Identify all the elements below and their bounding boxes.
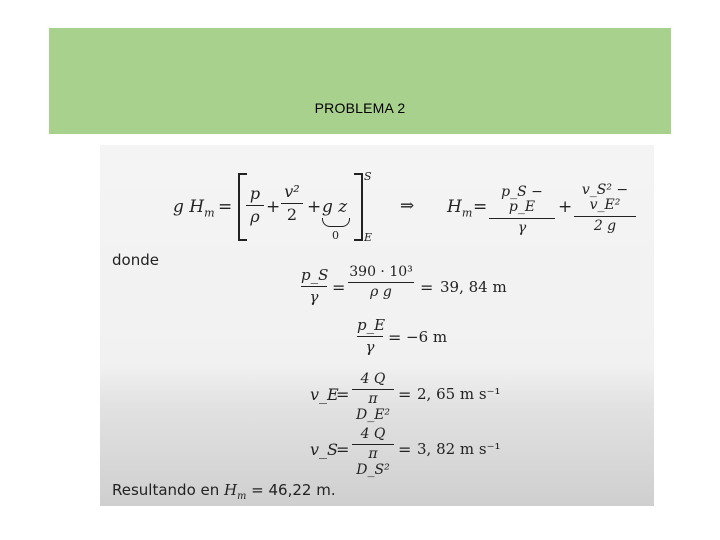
eq1-rhs-pressure-term: p_S − p_E γ	[489, 185, 555, 236]
right-bracket	[354, 173, 363, 241]
eq5-value: 3, 82 m s⁻¹	[417, 440, 501, 458]
equation-panel	[100, 145, 654, 506]
eq5-equals-1: =	[336, 440, 350, 459]
result-text: Resultando en	[112, 481, 220, 499]
underbrace-value: 0	[332, 229, 339, 242]
underbrace	[322, 218, 350, 227]
bracket-sup: S	[364, 170, 372, 183]
eq2-equals-2: =	[420, 278, 434, 297]
eq1-rhs-velocity-term: v_S² − v_E² 2 g	[574, 183, 636, 234]
title-banner	[49, 28, 671, 134]
eq1-rhs-plus: +	[558, 197, 573, 217]
eq2-fraction: 390 · 10³ ρ g	[349, 264, 413, 301]
eq4-equals-1: =	[336, 385, 350, 404]
result-value: = 46,22 m.	[251, 481, 336, 499]
eq3-lhs: p_E γ	[357, 316, 386, 356]
eq2-equals-1: =	[332, 278, 346, 297]
eq1-lhs: g $H_m$	[173, 197, 215, 220]
eq5-fraction: 4 Q π D_S²	[352, 427, 394, 478]
eq1-rhs-lhs: $H_m$	[447, 197, 473, 220]
eq4-value: 2, 65 m s⁻¹	[417, 385, 501, 403]
eq3-value: −6 m	[406, 328, 448, 346]
eq1-term-velocity: v² 2	[281, 183, 303, 223]
eq4-lhs: v_E	[310, 385, 339, 404]
eq1-term-height: g z	[322, 197, 348, 217]
eq4-fraction: 4 Q π D_E²	[352, 372, 394, 423]
eq2-lhs: p_S γ	[301, 266, 329, 306]
result-line	[112, 481, 336, 502]
eq1-plus-2: +	[307, 197, 322, 217]
eq1-equals: =	[218, 197, 233, 217]
eq1-plus-1: +	[266, 197, 281, 217]
eq1-term-pressure: p ρ	[246, 185, 264, 225]
eq5-lhs: v_S	[310, 440, 338, 459]
slide-title: PROBLEMA 2	[314, 100, 406, 116]
bracket-sub: E	[364, 231, 373, 244]
implies-arrow: ⇒	[400, 196, 415, 216]
eq5-equals-2: =	[398, 440, 412, 459]
eq4-equals-2: =	[398, 385, 412, 404]
eq1-rhs-equals: =	[473, 197, 488, 217]
eq3-equals: =	[388, 328, 402, 347]
result-variable: $H_m$	[224, 481, 247, 502]
eq2-value: 39, 84 m	[440, 278, 507, 296]
donde-label: donde	[112, 251, 159, 269]
